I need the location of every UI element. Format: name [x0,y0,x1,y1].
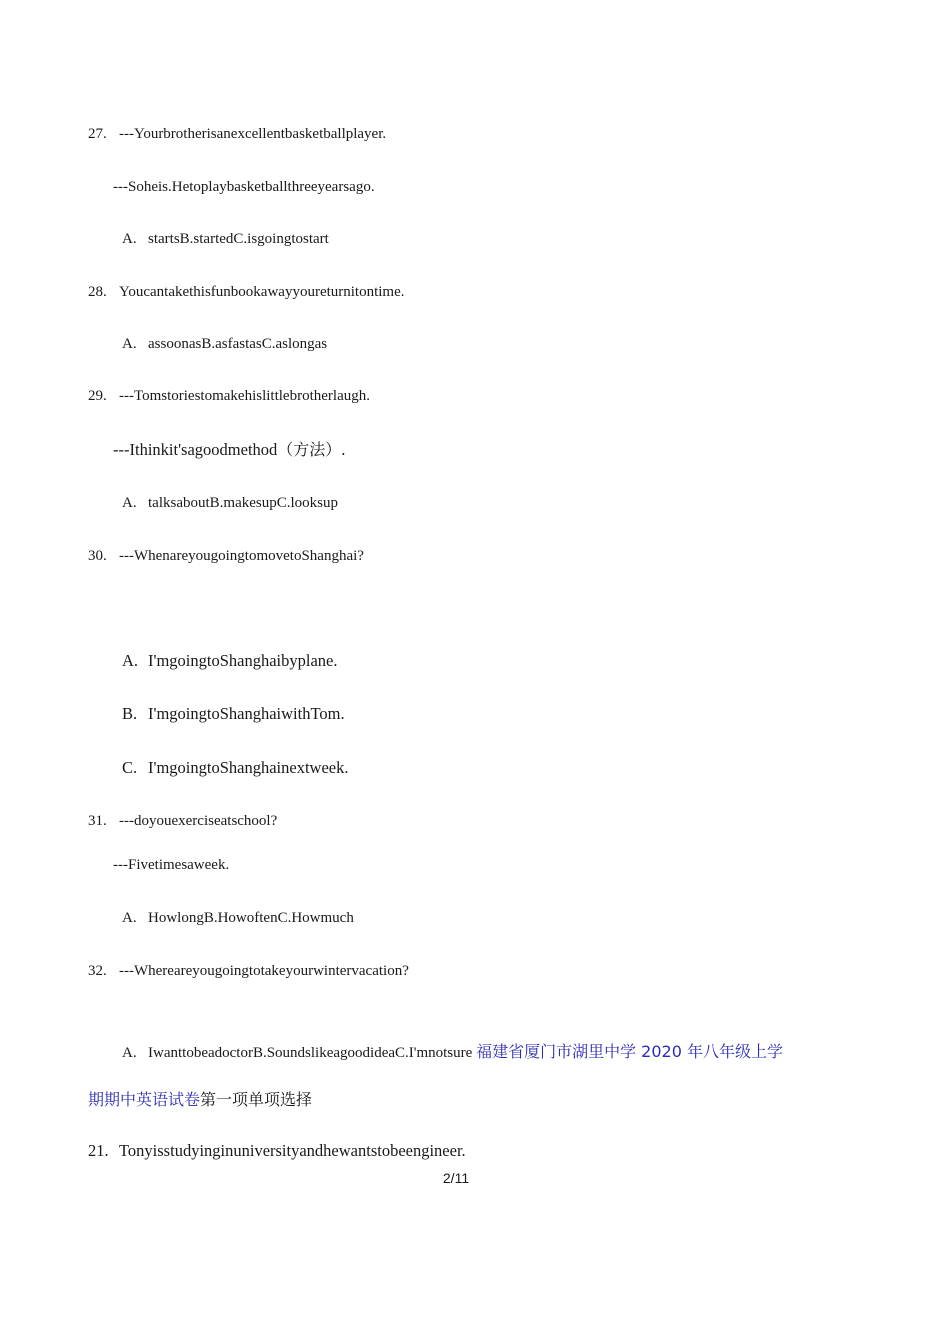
option-label: A. [122,910,137,926]
reply-end: . [341,440,346,459]
option-text: IwanttobeadoctorB.SoundslikeagoodideaC.I'mnotsure [148,1045,473,1061]
option-label: A. [122,231,137,247]
question-text: ---Whereareyougoingtotakeyourwintervacation? [119,963,409,979]
question-27-options [122,229,329,249]
option-label: A. [122,651,139,670]
option-text: I'mgoingtoShanghainextweek. [148,758,349,777]
option-text: startsB.startedC.isgoingtostart [148,231,329,247]
question-29-options [122,493,338,513]
option-text: HowlongB.HowoftenC.Howmuch [148,910,354,926]
question-30 [88,546,364,566]
question-30-option-b [122,704,345,724]
question-31-reply: ---Fivetimesaweek. [113,857,230,873]
question-text: Youcantakethisfunbookawayyoureturnitontime. [119,284,405,300]
reply-text: ---Ithinkit'sagoodmethod [113,440,278,459]
option-text: I'mgoingtoShanghaiwithTom. [148,704,345,723]
question-31 [88,811,277,831]
option-label: A. [122,1045,137,1061]
question-32 [88,961,409,981]
question-31-options [122,908,354,928]
option-text: assoonasB.asfastasC.aslongas [148,336,328,352]
question-text: ---Tomstoriestomakehislittlebrotherlaugh. [119,388,370,404]
question-number: 32. [88,963,107,979]
question-number: 27. [88,126,107,142]
question-29-reply [113,440,345,460]
question-30-option-a [122,651,337,671]
question-text: Tonyisstudyinginuniversityandhewantstobeengineer. [119,1141,466,1160]
question-number: 21. [88,1141,109,1160]
question-27-reply: ---Soheis.Hetoplaybasketballthreeyearsago. [113,179,375,195]
section-heading: 第一项单项选择 [200,1090,313,1109]
question-number: 28. [88,284,107,300]
question-29 [88,386,370,406]
question-text: ---doyouexerciseatschool? [119,813,278,829]
option-text: talksaboutB.makesupC.looksup [148,495,338,511]
question-number: 29. [88,388,107,404]
source-title: 期期中英语试卷 [88,1090,201,1109]
page-number: 2/11 [442,1170,470,1186]
option-label: C. [122,758,138,777]
option-label: B. [122,704,138,723]
option-label: A. [122,336,137,352]
question-30-option-c [122,758,348,778]
question-text: ---Yourbrotherisanexcellentbasketballplayer. [119,126,387,142]
question-28 [88,282,405,302]
question-27 [88,124,386,144]
question-number: 31. [88,813,107,829]
question-32-options [122,1042,783,1063]
question-28-options [122,334,327,354]
reply-chinese-gloss: （方法） [277,440,342,459]
question-number: 30. [88,548,107,564]
source-title-line2 [88,1090,312,1110]
source-title-line1: 福建省厦门市湖里中学 2020 年八年级上学 [476,1042,783,1061]
option-text: I'mgoingtoShanghaibyplane. [148,651,338,670]
question-21 [88,1141,466,1161]
option-label: A. [122,495,137,511]
question-text: ---WhenareyougoingtomovetoShanghai? [119,548,364,564]
